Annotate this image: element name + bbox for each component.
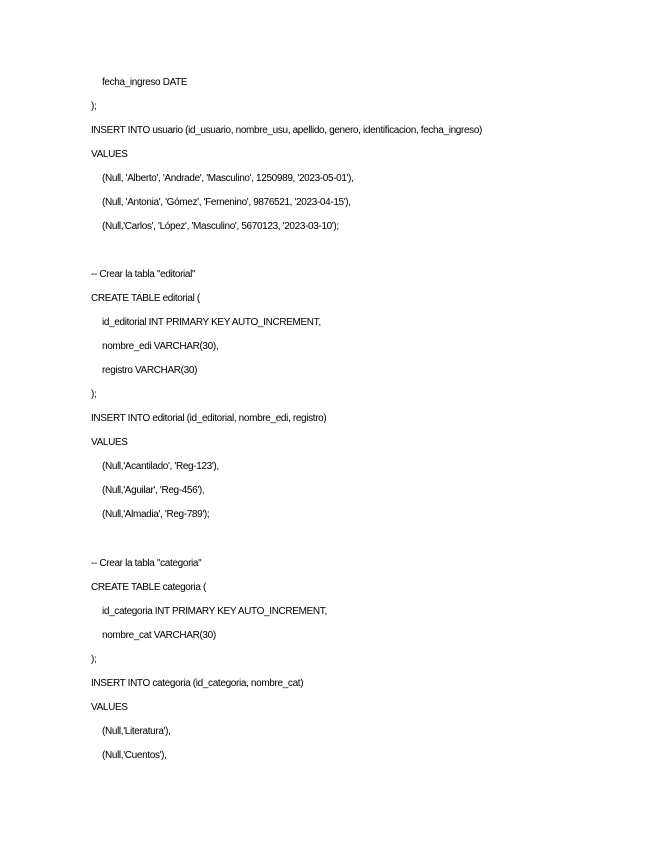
code-line: fecha_ingreso DATE bbox=[102, 77, 188, 88]
code-line: nombre_cat VARCHAR(30) bbox=[102, 630, 216, 641]
code-line: VALUES bbox=[91, 702, 128, 713]
code-line: (Null,'Acantilado', 'Reg-123'), bbox=[102, 461, 219, 472]
code-line: (Null, 'Antonia', 'Gómez', 'Femenino', 9876521, '2023-04-15'), bbox=[102, 197, 351, 208]
code-line: ); bbox=[91, 654, 97, 665]
code-line: ); bbox=[91, 101, 97, 112]
code-line: nombre_edi VARCHAR(30), bbox=[102, 341, 219, 352]
code-line: VALUES bbox=[91, 437, 128, 448]
code-line: (Null, 'Alberto', 'Andrade', 'Masculino', 1250989, '2023-05-01'), bbox=[102, 173, 354, 184]
code-line: (Null,'Literatura'), bbox=[102, 726, 171, 737]
code-line: (Null,'Almadia', 'Reg-789'); bbox=[102, 509, 210, 520]
code-line: (Null,'Aguilar', 'Reg-456'), bbox=[102, 485, 205, 496]
code-line: id_editorial INT PRIMARY KEY AUTO_INCREMENT, bbox=[102, 317, 321, 328]
code-line: INSERT INTO categoria (id_categoria, nombre_cat) bbox=[91, 678, 304, 689]
code-line: CREATE TABLE categoria ( bbox=[91, 582, 206, 593]
code-line: ); bbox=[91, 389, 97, 400]
code-line: INSERT INTO usuario (id_usuario, nombre_usu, apellido, genero, identificacion, fecha_ingreso) bbox=[91, 125, 483, 136]
code-line: (Null,'Cuentos'), bbox=[102, 750, 167, 761]
comment-line: -- Crear la tabla "categoria" bbox=[91, 558, 202, 569]
code-line: INSERT INTO editorial (id_editorial, nombre_edi, registro) bbox=[91, 413, 327, 424]
code-line: CREATE TABLE editorial ( bbox=[91, 293, 200, 304]
code-line: VALUES bbox=[91, 149, 128, 160]
code-line: (Null,'Carlos', 'López', 'Masculino', 5670123, '2023-03-10'); bbox=[102, 221, 339, 232]
code-line: id_categoria INT PRIMARY KEY AUTO_INCREMENT, bbox=[102, 606, 327, 617]
comment-line: -- Crear la tabla "editorial" bbox=[91, 269, 196, 280]
code-line: registro VARCHAR(30) bbox=[102, 365, 198, 376]
